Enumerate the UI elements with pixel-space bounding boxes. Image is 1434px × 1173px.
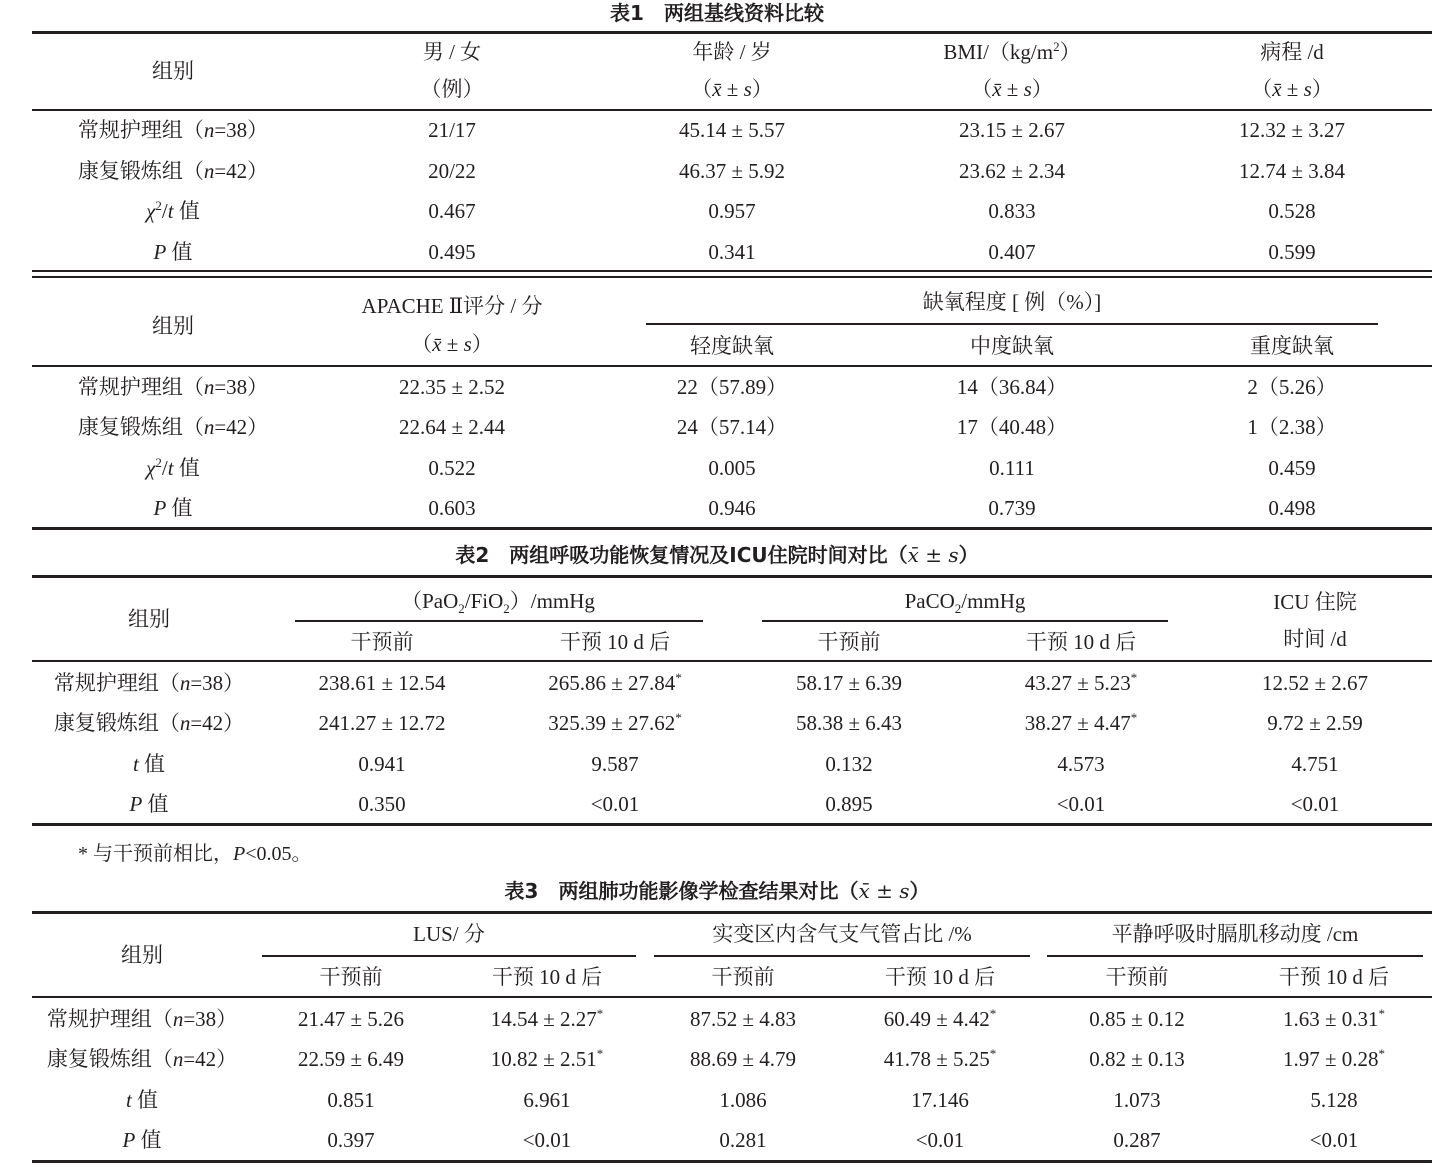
- table1b-cell: 0.111: [989, 456, 1035, 480]
- table1-cell: 21/17: [428, 118, 476, 142]
- table2-cell: 9.587: [591, 752, 639, 776]
- table3-row-label: 康复锻炼组（n=42）: [46, 1047, 238, 1071]
- table2-row-label: 康复锻炼组（n=42）: [53, 711, 245, 735]
- table1-cell: 12.74 ± 3.84: [1238, 159, 1346, 183]
- table2-cell: 241.27 ± 12.72: [318, 711, 446, 735]
- table2-cell: 265.86 ± 27.84*: [548, 670, 682, 695]
- table2-footnote: * 与干预前相比，P<0.05。: [78, 843, 312, 865]
- table1-top-rule: [32, 31, 1432, 34]
- table1-cell: 20/22: [428, 159, 476, 183]
- table1-row-label: P 值: [153, 240, 193, 264]
- table2-cell: 4.573: [1057, 752, 1105, 776]
- table1b-apache-header: APACHE Ⅱ评分 / 分: [361, 294, 543, 318]
- table1-col-header-unit: （x̄ ± s）: [971, 77, 1053, 101]
- table1-cell: 0.495: [428, 240, 476, 264]
- table1b-hypoxia-underline: [646, 323, 1378, 325]
- table3-cell: 1.086: [719, 1088, 767, 1112]
- table1b-cell: 1（2.38）: [1247, 415, 1337, 439]
- table3-bottom-rule: [32, 1160, 1432, 1163]
- table2-cell: 0.895: [825, 792, 873, 816]
- table3-cell: 0.287: [1113, 1128, 1161, 1152]
- table2-header-rule: [32, 660, 1432, 662]
- table3-sub-header: 干预 10 d 后: [491, 965, 603, 989]
- table1b-cell: 0.459: [1268, 456, 1316, 480]
- table1b-cell: 22（57.89）: [676, 375, 788, 399]
- table1-row-label: 常规护理组（n=38）: [77, 118, 269, 142]
- table1-cell: 46.37 ± 5.92: [678, 159, 786, 183]
- table1-cell: 23.62 ± 2.34: [958, 159, 1066, 183]
- table2-row-label: P 值: [129, 792, 169, 816]
- table3-cell: 6.961: [523, 1088, 571, 1112]
- table3-sub-header: 干预 10 d 后: [884, 965, 996, 989]
- table2-row-label: 常规护理组（n=38）: [53, 671, 245, 695]
- table1-col-header-unit: （x̄ ± s）: [691, 77, 773, 101]
- table3-cell: 1.63 ± 0.31*: [1282, 1006, 1386, 1031]
- table2-sub-header: 干预 10 d 后: [559, 630, 671, 654]
- table2-cell: 4.751: [1291, 752, 1339, 776]
- table3-cell: 87.52 ± 4.83: [689, 1007, 797, 1031]
- table2-group2-header: PaCO$_2$/mmHg: [904, 589, 1026, 617]
- table3-cell: 14.54 ± 2.27*: [490, 1006, 604, 1031]
- table1b-cell: 0.005: [708, 456, 756, 480]
- table2-cell: 58.17 ± 6.39: [795, 671, 903, 695]
- table2-sub-header: 干预前: [817, 630, 881, 654]
- table2-cell: 0.350: [358, 792, 406, 816]
- table1-cell: 0.599: [1268, 240, 1316, 264]
- table3-cell: 0.397: [327, 1128, 375, 1152]
- table1b-cell: 14（36.84）: [956, 375, 1068, 399]
- table1b-cell: 0.498: [1268, 496, 1316, 520]
- table2-cell: <0.01: [1290, 792, 1340, 816]
- table2-icu-unit: 时间 /d: [1283, 627, 1347, 651]
- table3-cell: 0.281: [719, 1128, 767, 1152]
- table2-row-label: t 值: [132, 752, 166, 776]
- table2-cell: 238.61 ± 12.54: [318, 671, 446, 695]
- table2-sub-header: 干预前: [350, 630, 414, 654]
- table3-cell: 60.49 ± 4.42*: [883, 1006, 997, 1031]
- table3-cell: 41.78 ± 5.25*: [883, 1046, 997, 1071]
- table2-group1-underline: [295, 620, 703, 622]
- table3-sub-header: 干预前: [711, 965, 775, 989]
- table2-icu-header: ICU 住院: [1273, 590, 1357, 614]
- table1-cell: 0.341: [708, 240, 756, 264]
- table2-cell: 325.39 ± 27.62*: [548, 710, 682, 735]
- table1-cell: 0.467: [428, 199, 476, 223]
- table3-cell: <0.01: [1309, 1128, 1359, 1152]
- table3-cell: <0.01: [915, 1128, 965, 1152]
- table1b-cell: 0.946: [708, 496, 756, 520]
- table2-cell: 12.52 ± 2.67: [1261, 671, 1369, 695]
- table1-col-header-unit: （x̄ ± s）: [1251, 77, 1333, 101]
- table3-cell: 22.59 ± 6.49: [297, 1047, 405, 1071]
- table3-cell: 10.82 ± 2.51*: [490, 1046, 604, 1071]
- table1b-hypoxia-header: 缺氧程度 [ 例（%）]: [922, 290, 1102, 314]
- table2-cell: 38.27 ± 4.47*: [1024, 710, 1138, 735]
- table1-title: 表1 两组基线资料比较: [610, 1, 824, 25]
- table1b-cell: 22.35 ± 2.52: [398, 375, 506, 399]
- table3-header-rule: [32, 996, 1432, 998]
- table3-group1-underline: [262, 955, 636, 957]
- table1b-row-label: 康复锻炼组（n=42）: [77, 415, 269, 439]
- table3-cell: 88.69 ± 4.79: [689, 1047, 797, 1071]
- table3-cell: 5.128: [1310, 1088, 1358, 1112]
- table1-bottom-rule: [32, 527, 1432, 530]
- table1b-group-header: 组别: [152, 314, 194, 338]
- table2-top-rule: [32, 575, 1432, 578]
- table1b-row-label: $\chi^2/t$ 值: [146, 455, 200, 480]
- table3-cell: 21.47 ± 5.26: [297, 1007, 405, 1031]
- table1b-cell: 0.522: [428, 456, 476, 480]
- table2-cell: 43.27 ± 5.23*: [1024, 670, 1138, 695]
- table1b-cell: 17（40.48）: [956, 415, 1068, 439]
- table3-sub-header: 干预 10 d 后: [1278, 965, 1390, 989]
- table1-cell: 0.833: [988, 199, 1036, 223]
- table1b-cell: 24（57.14）: [676, 415, 788, 439]
- table3-group-header-3: 平静呼吸时膈肌移动度 /cm: [1111, 922, 1359, 946]
- table2-cell: 0.941: [358, 752, 406, 776]
- table1-cell: 0.528: [1268, 199, 1316, 223]
- table1-cell: 45.14 ± 5.57: [678, 118, 786, 142]
- table2-title: 表2 两组呼吸功能恢复情况及ICU住院时间对比（x̄ ± s）: [455, 543, 979, 567]
- table3-cell: 1.97 ± 0.28*: [1282, 1046, 1386, 1071]
- table1-cell: 0.407: [988, 240, 1036, 264]
- table2-cell: <0.01: [1056, 792, 1106, 816]
- table3-cell: 1.073: [1113, 1088, 1161, 1112]
- table2-cell: 58.38 ± 6.43: [795, 711, 903, 735]
- table1-cell: 0.957: [708, 199, 756, 223]
- table3-group-header: 组别: [121, 943, 163, 967]
- table1b-sub-header: 轻度缺氧: [690, 334, 774, 358]
- table3-sub-header: 干预前: [1105, 965, 1169, 989]
- table3-row-label: P 值: [122, 1128, 162, 1152]
- table3-sub-header: 干预前: [319, 965, 383, 989]
- table1b-apache-unit: （x̄ ± s）: [411, 332, 493, 356]
- table3-group3-underline: [1047, 955, 1423, 957]
- table1-col-header: 年龄 / 岁: [692, 40, 772, 64]
- table3-group-header-1: LUS/ 分: [413, 922, 485, 946]
- table1b-cell: 22.64 ± 2.44: [398, 415, 506, 439]
- table3-cell: <0.01: [522, 1128, 572, 1152]
- table1b-cell: 0.739: [988, 496, 1036, 520]
- table1b-header-rule: [32, 365, 1432, 367]
- table1b-row-label: 常规护理组（n=38）: [77, 375, 269, 399]
- table1-row-label: 康复锻炼组（n=42）: [77, 159, 269, 183]
- table3-top-rule: [32, 911, 1432, 914]
- table2-cell: <0.01: [590, 792, 640, 816]
- table2-bottom-rule: [32, 823, 1432, 826]
- table1-row-label: $\chi^2/t$ 值: [146, 198, 200, 223]
- table1-mid-rule-1: [32, 270, 1432, 272]
- table1b-sub-header: 中度缺氧: [970, 334, 1054, 358]
- table1b-row-label: P 值: [153, 496, 193, 520]
- table3-title: 表3 两组肺功能影像学检查结果对比（x̄ ± s）: [504, 879, 930, 903]
- table3-cell: 0.82 ± 0.13: [1089, 1047, 1185, 1071]
- table1-group-header: 组别: [152, 59, 194, 83]
- table1-cell: 23.15 ± 2.67: [958, 118, 1066, 142]
- table3-row-label: 常规护理组（n=38）: [46, 1007, 238, 1031]
- table1-cell: 12.32 ± 3.27: [1238, 118, 1346, 142]
- table3-group2-underline: [654, 955, 1030, 957]
- table1-col-header-unit: （例）: [420, 77, 484, 101]
- table2-group1-header: （PaO$_2$/FiO$_2$）/mmHg: [401, 589, 595, 617]
- table2-group-header: 组别: [128, 607, 170, 631]
- table1b-sub-header: 重度缺氧: [1250, 334, 1334, 358]
- table1-header-rule: [32, 109, 1432, 111]
- table3-cell: 0.85 ± 0.12: [1089, 1007, 1185, 1031]
- table1-col-header: BMI/$(kg/m^2)$: [943, 39, 1081, 64]
- table2-cell: 0.132: [825, 752, 873, 776]
- table1-col-header: 男 / 女: [422, 40, 482, 64]
- table1-mid-rule-2: [32, 276, 1432, 278]
- table2-cell: 9.72 ± 2.59: [1267, 711, 1363, 735]
- table1b-cell: 0.603: [428, 496, 476, 520]
- table1-col-header: 病程 /d: [1260, 40, 1324, 64]
- table1b-cell: 2（5.26）: [1247, 375, 1337, 399]
- table2-sub-header: 干预 10 d 后: [1025, 630, 1137, 654]
- table2-group2-underline: [762, 620, 1168, 622]
- table3-row-label: t 值: [125, 1088, 159, 1112]
- table3-cell: 17.146: [911, 1088, 969, 1112]
- table3-cell: 0.851: [327, 1088, 375, 1112]
- table3-group-header-2: 实变区内含气支气管占比 /%: [712, 922, 972, 946]
